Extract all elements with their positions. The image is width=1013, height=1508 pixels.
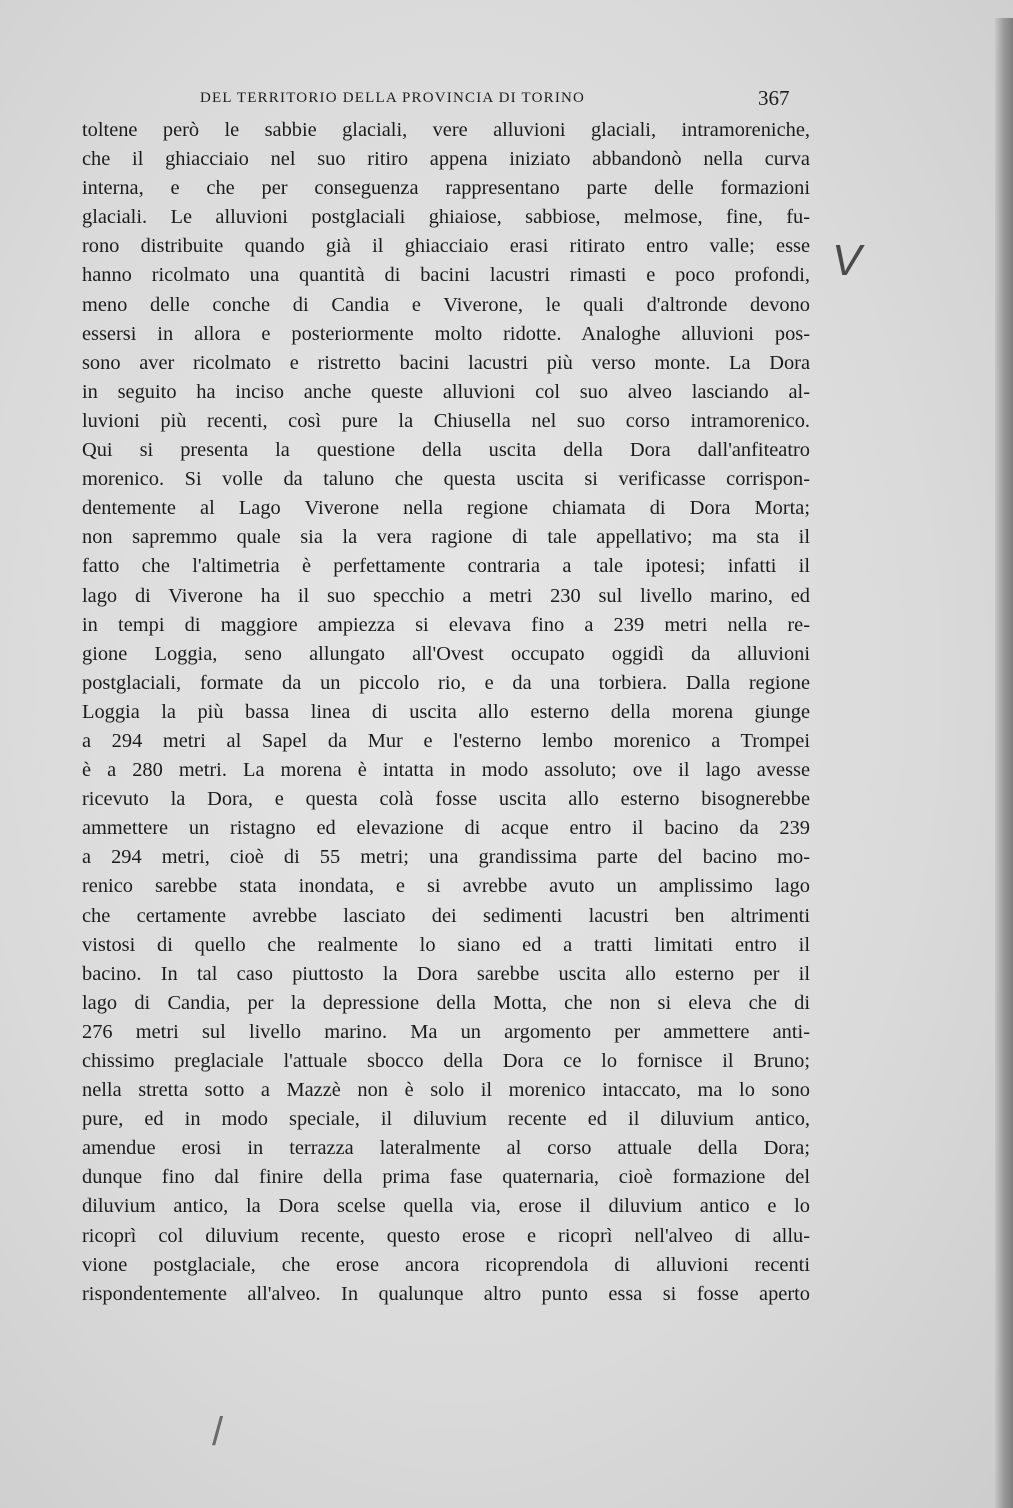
text-line: luvioni più recenti, così pure la Chiusella nel suo corso intramorenico. bbox=[82, 409, 810, 432]
text-line: ricevuto la Dora, e questa colà fosse uscita allo esterno bisognerebbe bbox=[82, 788, 810, 811]
pencil-stroke: / bbox=[212, 1410, 224, 1454]
text-line: postglaciali, formate da un piccolo rio, e da una torbiera. Dalla regione bbox=[82, 671, 810, 694]
text-line: in seguito ha inciso anche queste alluvioni col suo alveo lasciando al- bbox=[82, 380, 810, 403]
text-line: toltene però le sabbie glaciali, vere alluvioni glaciali, intramoreniche, bbox=[82, 119, 810, 141]
text-line: vione postglaciale, che erose ancora ricoprendola di alluvioni recenti bbox=[82, 1253, 810, 1276]
text-line: Qui si presenta la questione della uscita della Dora dall'anfiteatro bbox=[82, 439, 810, 462]
text-line: che certamente avrebbe lasciato dei sedimenti lacustri ben altrimenti bbox=[82, 904, 810, 927]
text-line: essersi in allora e posteriormente molto ridotte. Analoghe alluvioni pos- bbox=[82, 322, 810, 345]
text-line: che il ghiacciaio nel suo ritiro appena iniziato abbandonò nella curva bbox=[82, 148, 810, 171]
running-title: DEL TERRITORIO DELLA PROVINCIA DI TORINO bbox=[200, 90, 586, 106]
text-line: lago di Candia, per la depressione della Motta, che non si eleva che di bbox=[82, 991, 810, 1014]
text-line: a 294 metri, cioè di 55 metri; una grandissima parte del bacino mo- bbox=[82, 846, 810, 869]
text-line: renico sarebbe stata inondata, e si avrebbe avuto un amplissimo lago bbox=[82, 875, 810, 898]
text-line: non sapremmo quale sia la vera ragione di tale appellativo; ma sta il bbox=[82, 526, 810, 549]
text-line: sono aver ricolmato e ristretto bacini lacustri più verso monte. La Dora bbox=[82, 351, 810, 374]
text-line: rispondentemente all'alveo. In qualunque altro punto essa si fosse aperto bbox=[82, 1282, 810, 1305]
text-line: ricoprì col diluvium recente, questo erose e ricoprì nell'alveo di allu- bbox=[82, 1224, 810, 1247]
text-line: interna, e che per conseguenza rappresentano parte delle formazioni bbox=[82, 177, 810, 200]
text-line: diluvium antico, la Dora scelse quella via, erose il diluvium antico e lo bbox=[82, 1195, 810, 1218]
text-line: dentemente al Lago Viverone nella regione chiamata di Dora Morta; bbox=[82, 497, 810, 520]
text-line: meno delle conche di Candia e Viverone, le quali d'altronde devono bbox=[82, 293, 810, 316]
margin-check-mark: V bbox=[832, 236, 862, 285]
running-header bbox=[200, 86, 820, 114]
text-line: lago di Viverone ha il suo specchio a metri 230 sul livello marino, ed bbox=[82, 584, 810, 607]
text-line: a 294 metri al Sapel da Mur e l'esterno lembo morenico a Trompei bbox=[82, 729, 810, 752]
text-line: dunque fino dal finire della prima fase quaternaria, cioè formazione del bbox=[82, 1166, 810, 1189]
text-line: hanno ricolmato una quantità di bacini lacustri rimasti e poco profondi, bbox=[82, 264, 810, 287]
text-line: nella stretta sotto a Mazzè non è solo il morenico intaccato, ma lo sono bbox=[82, 1079, 810, 1102]
text-line: rono distribuite quando già il ghiacciaio erasi ritirato entro valle; esse bbox=[82, 235, 810, 258]
text-line: ammettere un ristagno ed elevazione di acque entro il bacino da 239 bbox=[82, 817, 810, 840]
text-line: chissimo preglaciale l'attuale sbocco della Dora ce lo fornisce il Bruno; bbox=[82, 1050, 810, 1072]
text-line: è a 280 metri. La morena è intatta in modo assoluto; ove il lago avesse bbox=[82, 759, 810, 782]
page-number: 367 bbox=[758, 86, 790, 110]
text-line: glaciali. Le alluvioni postglaciali ghiaiose, sabbiose, melmose, fine, fu- bbox=[82, 206, 810, 229]
text-line: gione Loggia, seno allungato all'Ovest occupato oggidì da alluvioni bbox=[82, 642, 810, 665]
text-line: amendue erosi in terrazza lateralmente al corso attuale della Dora; bbox=[82, 1137, 810, 1160]
text-line: Loggia la più bassa linea di uscita allo esterno della morena giunge bbox=[82, 700, 810, 723]
book-page-edge bbox=[995, 18, 1013, 1508]
text-line: fatto che l'altimetria è perfettamente contraria a tale ipotesi; infatti il bbox=[82, 555, 810, 578]
text-line: vistosi di quello che realmente lo siano ed a tratti limitati entro il bbox=[82, 933, 810, 956]
text-line: 276 metri sul livello marino. Ma un argomento per ammettere anti- bbox=[82, 1020, 810, 1043]
text-line: bacino. In tal caso piuttosto la Dora sarebbe uscita allo esterno per il bbox=[82, 962, 810, 985]
text-line: morenico. Si volle da taluno che questa uscita si verificasse corrispon- bbox=[82, 468, 810, 491]
text-line: pure, ed in modo speciale, il diluvium recente ed il diluvium antico, bbox=[82, 1108, 810, 1131]
body-text bbox=[82, 116, 810, 1309]
text-line: in tempi di maggiore ampiezza si elevava fino a 239 metri nella re- bbox=[82, 613, 810, 636]
